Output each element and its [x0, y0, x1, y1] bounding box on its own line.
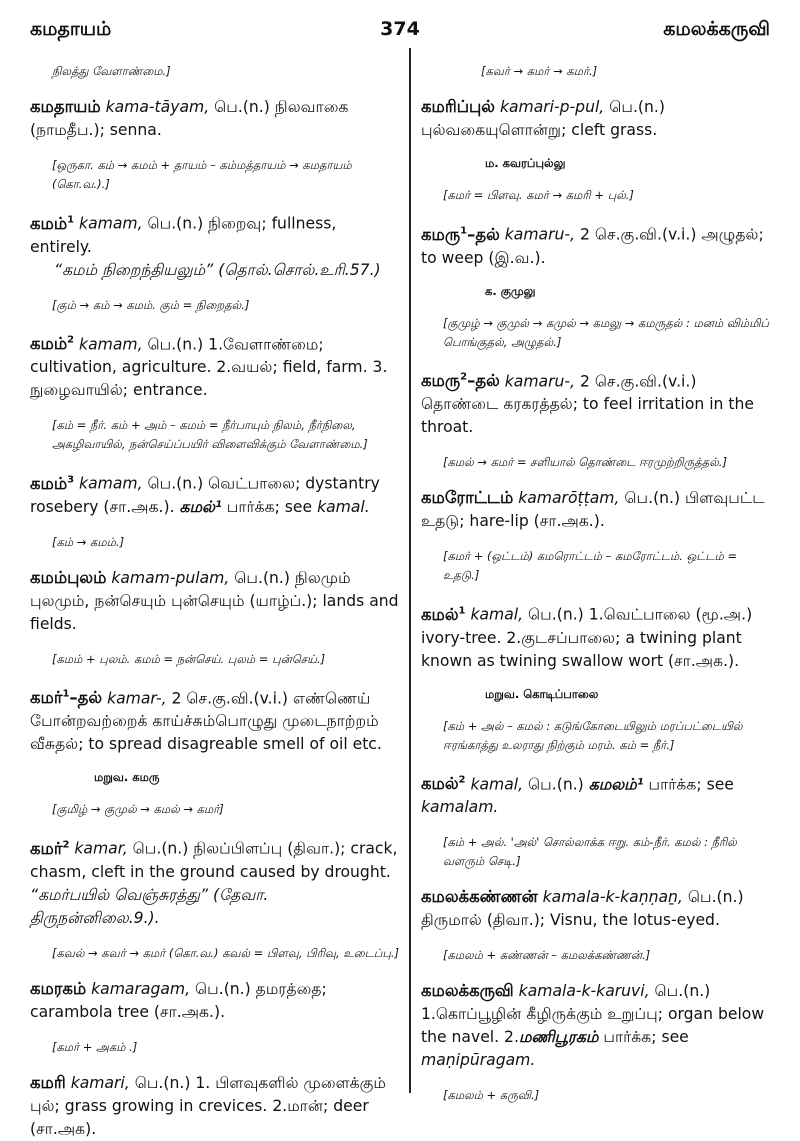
entry-kamalakkannan — [421, 885, 773, 932]
entry-kamaragam — [30, 977, 402, 1024]
transliteration: kamar, — [74, 839, 128, 858]
see-also: maṇipūragam. — [421, 1051, 536, 1069]
etymology: [கம் + அல். 'அல்' சொல்லாக்க ஈறு. கம்-நீர். கமல் : நீரில் வளரும் செடி.] — [443, 835, 737, 868]
definition: பெ.(n.) புல்வகையுளொன்று; cleft grass. — [421, 98, 665, 139]
transliteration: kamala-k-karuvi, — [518, 982, 650, 1000]
entry-kamaru-2 — [421, 366, 773, 440]
transliteration: kamam, — [79, 335, 143, 353]
transliteration: kamal, — [470, 775, 524, 793]
transliteration: kamaru-, — [504, 372, 575, 390]
entry-kamam-2 — [30, 329, 402, 403]
etymology: [கமர் = பிளவு. கமர் → கமரி + புல்.] — [443, 188, 634, 202]
definition: பெ.(n.) 1.கொப்பூழின் கீழிருக்கும் உறுப்பு; organ below the navel. 2. — [421, 982, 765, 1046]
headword: கமல்$^1$ — [421, 604, 466, 624]
definition: பெ.(n.) பிளவுபட்ட உதடு; hare-lip (சா.அக.). — [421, 489, 765, 530]
definition: பெ.(n.) தமரத்தை; carambola tree (சா.அக.). — [30, 979, 327, 1021]
transliteration: kamaru-, — [504, 225, 575, 244]
entry-kamar-2 — [30, 833, 402, 930]
transliteration: kamari-p-pul, — [499, 98, 605, 116]
cognate: மறுவ. கமரு — [94, 770, 160, 784]
etymology: நிலத்து வேளாண்மை.] — [52, 64, 171, 78]
right-column — [421, 62, 773, 1102]
etymology: [கமம் + புலம். கமம் = நன்செய். புலம் = புன்செய்.] — [52, 651, 326, 666]
headword: கமலக்கண்ணன் — [421, 887, 538, 906]
transliteration: kamam-pulam, — [111, 568, 230, 587]
citation: “கமம் நிறைந்தியலும்” (தொல்.சொல்.உரி.57.) — [54, 260, 381, 279]
page-number: 374 — [380, 18, 420, 40]
transliteration: kamar-, — [107, 689, 167, 707]
headword: கமரோட்டம் — [421, 488, 514, 507]
headword: கமரிப்புல் — [421, 97, 495, 116]
etymology: [கவல் → கவர் → கமர் (கொ.வ.) கவல் = பிளவு, பிரிவு, உடைப்பு.] — [52, 945, 400, 960]
entry-kamam-3 — [30, 468, 402, 519]
headword: கமம்$^1$ — [30, 213, 75, 233]
transliteration: kama-tāyam, — [105, 98, 210, 116]
etymology: [கம் = நீர். கம் + அம் – கமம் = நீர்பாயும் நிலம், நீர்நிலை, அகழிவாயில், நன்செய்ப்பயிர் விளைவிக்கும் வேளாண்மை.] — [52, 418, 368, 451]
etymology: [கமலம் + கருவி.] — [443, 1088, 540, 1102]
definition: பெ.(n.) 1.வெட்பாலை (மூ.அ.) ivory-tree. 2.குடசப்பாலை; a twining plant known as twining swallow wort (சா.அக.). — [421, 605, 753, 670]
left-column — [30, 62, 402, 1138]
transliteration: kamam, — [79, 214, 143, 233]
etymology: [கமல் → கமர் = சளியால் தொண்டை ஈரமுற்றிருத்தல்.] — [443, 455, 727, 469]
headword: கமர்$^2$ — [30, 838, 70, 858]
cognate: ம. கவரப்புல்லு — [485, 156, 566, 170]
headword: கமரி — [30, 1072, 66, 1092]
transliteration: kamal, — [470, 605, 524, 624]
definition: 2 செ.கு.வி.(v.i.) எண்ணெய் போன்றவற்றைக் காய்ச்சும்பொழுது முடைநாற்றம் வீசுதல்; to spread disagreable smell of oil etc. — [30, 689, 382, 753]
etymology: [கமர் + அகம் .] — [52, 1039, 138, 1054]
definition: 2 செ.கு.வி.(v.i.) அழுதல்; to weep (இ.வ.). — [421, 225, 764, 267]
transliteration: kamam, — [79, 474, 143, 493]
transliteration: kamari, — [70, 1073, 130, 1092]
cross-reference: கமல்¹ — [179, 497, 222, 516]
headword: கமரகம் — [30, 978, 87, 998]
entry-kamari — [30, 1071, 402, 1141]
transliteration: kamala-k-kaṇṇaṉ, — [542, 888, 683, 906]
etymology: [குமிழ் → குமுல் → கமல் → கமர்] — [52, 802, 224, 816]
transliteration: kamarōṭṭam, — [518, 489, 620, 507]
etymology: [கமர் + (ஒட்டம்) கமரொட்டம் – கமரோட்டம். ஒட்டம் = உதடு.] — [443, 549, 738, 582]
transliteration: kamaragam, — [91, 979, 191, 998]
entry-kamarottam — [421, 486, 773, 533]
etymology: [கவர் → கமர் → கமர்.] — [481, 64, 598, 78]
left-guide-word: கமதாயம் — [30, 18, 112, 40]
definition-cont: பார்க்க; see — [221, 497, 318, 516]
definition: பெ.(n.) திருமால் (திவா.); Visnu, the lotus-eyed. — [421, 888, 744, 929]
entry-kamaru-1 — [421, 219, 773, 270]
definition: பெ.(n.) வெட்பாலை; dystantry rosebery (சா.அக.). — [30, 474, 380, 516]
etymology: [கும் → கம் → கமம். கும் = நிறைதல்.] — [52, 297, 250, 312]
etymology: [கம் + அல் – கமல் : கடுங்கோடையிலும் மரப்பட்டையில் ஈரங்காத்து உலராது நிற்கும் மரம். கம் = நீர்.] — [443, 718, 743, 752]
entry-kamal-2 — [421, 769, 773, 820]
definition: பெ.(n.) 1. பிளவுகளில் முளைக்கும் புல்; grass growing in crevices. 2.மான்; deer (சா.அக). — [30, 1073, 386, 1138]
entry-kamar-1 — [30, 683, 402, 757]
definition: பெ.(n.) நிலப்பிளப்பு (திவா.); crack, chasm, cleft in the ground caused by drought. — [30, 839, 398, 881]
citation: “கமர்பயில் வெஞ்சுரத்து” (தேவா. திருநன்னிலை.9.). — [30, 885, 269, 927]
entry-kamam-1 — [30, 208, 402, 282]
page-header — [30, 18, 770, 50]
headword: கமலக்கருவி — [421, 981, 514, 1000]
etymology: [கம் → கமம்.] — [52, 534, 125, 549]
entry-kamarippul — [421, 95, 773, 142]
cross-reference: மணிபூரகம் — [518, 1028, 599, 1046]
definition: 2 செ.கு.வி.(v.i.) தொண்டை கரகரத்தல்; to feel irritation in the throat. — [421, 372, 754, 436]
headword: கமம்புலம் — [30, 567, 107, 587]
cognate: க. குமுலு — [485, 283, 536, 298]
headword: கமர்$^1$–தல் — [30, 688, 103, 707]
definition: பெ.(n.) — [523, 775, 589, 793]
entry-kamal-1 — [421, 599, 773, 673]
cross-reference: கமலம்¹ — [588, 775, 644, 793]
cognate: மறுவ. கொடிப்பாலை — [485, 686, 599, 701]
definition: பெ.(n.) நிறைவு; fullness, entirely. — [30, 214, 337, 256]
definition: பெ.(n.) நிலமும் புலமும், நன்செயும் புன்செயும் (யாழ்ப்.); lands and fields. — [30, 568, 399, 633]
headword: கமரு$^2$–தல் — [421, 371, 500, 390]
see-also: kamal. — [317, 497, 370, 516]
entry-kamampulam — [30, 566, 402, 636]
entry-kamatayam — [30, 95, 402, 142]
column-divider — [409, 48, 411, 1093]
headword: கமதாயம் — [30, 97, 101, 116]
etymology: [ஒருகா. கம் → கமம் + தாயம் – கம்மத்தாயம் → கமதாயம் (கொ.வ.).] — [52, 158, 352, 191]
definition: பெ.(n.) 1.வேளாண்மை; cultivation, agriculture. 2.வயல்; field, farm. 3. நுழைவாயில்; entrance. — [30, 335, 388, 399]
definition-cont: பார்க்க; see — [598, 1028, 689, 1046]
see-also: kamalam. — [421, 798, 499, 816]
headword: கமம்$^3$ — [30, 473, 75, 493]
headword: கமல்$^2$ — [421, 774, 466, 793]
right-guide-word: கமலக்கருவி — [663, 18, 770, 40]
definition-cont: பார்க்க; see — [643, 775, 734, 793]
etymology: [கமலம் + கண்ணன் – கமலக்கண்ணன்.] — [443, 948, 651, 962]
etymology: [குமுழ் → குமுல் → கமுல் → கமலு → கமருதல் : மனம் விம்மிப் பொங்குதல், அழுதல்.] — [443, 315, 770, 349]
headword: கமரு$^1$–தல் — [421, 224, 500, 244]
definition: பெ.(n.) நிலவாகை (நாமதீப.); senna. — [30, 98, 349, 139]
headword: கமம்$^2$ — [30, 334, 75, 353]
entry-kamalakkaruvi — [421, 979, 773, 1072]
